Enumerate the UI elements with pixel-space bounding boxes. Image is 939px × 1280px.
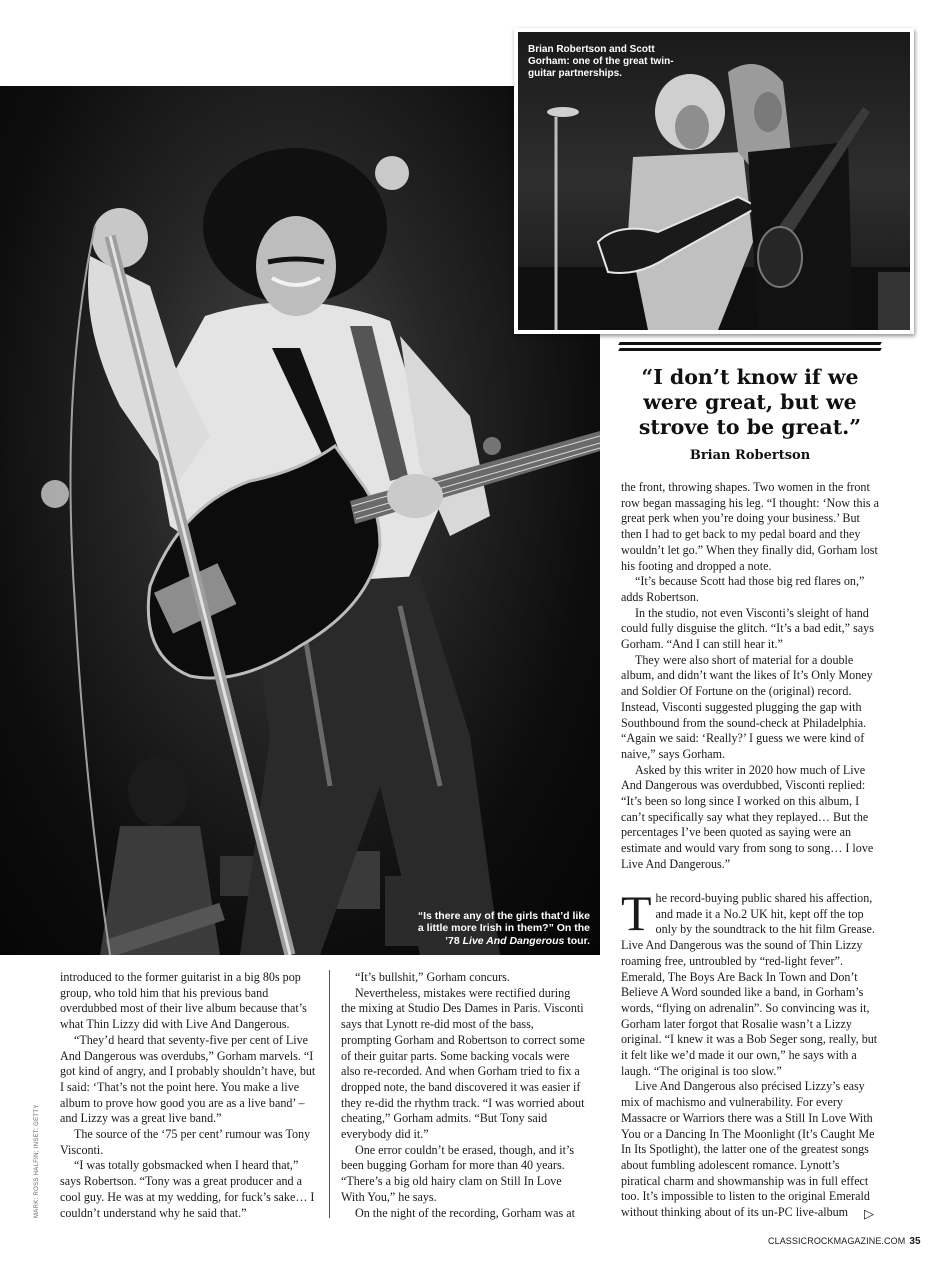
paragraph: introduced to the former guitarist in a big 80s pop group, who told him that his previous band overdubbed most of their live album because that’s what Thin Lizzy did with Live And Dangerous. — [60, 970, 307, 1032]
inset-photo-caption: Brian Robertson and Scott Gorham: one of the great twin-guitar partnerships. — [528, 44, 674, 79]
footer-site: CLASSICROCKMAGAZINE.COM — [768, 1236, 906, 1246]
paragraph: Live And Dangerous also précised Lizzy’s easy mix of machismo and vulnerability. For every Massacre or Warriors there was a Still In Love With You or a Dancing In The Moonlight (It’s Caught Me In Its Spotlight), the latter one of the greatest songs about fumbling adolescent romance. Lynott’s piratical charm and showmanship was in full effect too. It’s impossible to listen to the original Emerald without thinking about of its un-PC live-album — [621, 1079, 875, 1220]
pull-quote-text: “I don’t know if we were great, but we strove to be great.” — [638, 365, 862, 439]
page-footer — [768, 1236, 921, 1247]
inset-photo — [518, 32, 910, 330]
caption-line-3c: tour. — [564, 934, 590, 947]
paragraph: the front, throwing shapes. Two women in the front row began massaging his leg. “I thought: ‘Now this a great perk when you’re doing your business.’ But then I had to get back to my pedal board and they wouldn’t let go.” When they finally did, Gorham lost his footing and dropped a note. — [621, 480, 879, 573]
paragraph: They were also short of material for a double album, and didn’t want the likes of It’s Only Money and Soldier Of Fortune on the (original) record. Instead, Visconti suggested plugging the gap with Southbound from the sound-check at Philadelphia. “Again we said: ‘Really?’ I guess we were kind of naive,” says Gorham. — [621, 652, 873, 761]
paragraph: On the night of the recording, Gorham was at — [355, 1205, 575, 1220]
article-column-2 — [341, 970, 586, 1221]
inset-photo-frame — [514, 28, 914, 334]
main-photo — [0, 86, 600, 955]
paragraph: The source of the ‘75 per cent’ rumour was Tony Visconti. — [60, 1127, 311, 1157]
column-divider — [329, 970, 330, 1218]
caption-line-2: a little more Irish in them?” On the — [417, 922, 590, 934]
paragraph: One error couldn’t be erased, though, and it’s been bugging Gorham for more than 40 years. “There’s a big old hairy clam on Still In Love With You,” he says. — [341, 1142, 575, 1204]
paragraph: “It’s bullshit,” Gorham concurs. — [355, 970, 510, 984]
page-number: 35 — [909, 1236, 921, 1247]
paragraph: “I was totally gobsmacked when I heard that,” says Robertson. “Tony was a great producer and a cool guy. He was at my wedding, for fuck’s sake… I couldn’t understand why he said that.” — [60, 1158, 315, 1220]
caption-line-1: “Is there any of the girls that’d like — [417, 909, 590, 922]
paragraph: Asked by this writer in 2020 how much of Live And Dangerous was overdubbed, Visconti replied: “It’s been so long since I worked on this album, I can’t specifically say what they replayed… But the percentages I’ve been quoted as saying were an estimate and would vary from song to song… I love Live And Dangerous.” — [621, 762, 874, 871]
paragraph: “It’s because Scott had those big red flares on,” adds Robertson. — [621, 574, 865, 604]
main-photo-illustration — [0, 86, 600, 955]
pull-quote-attribution: Brian Robertson — [689, 448, 811, 463]
article-column-1 — [60, 970, 318, 1221]
paragraph: “They’d heard that seventy-five per cent of Live And Dangerous was overdubs,” Gorham marvels. “I got kind of angry, and I probably shouldn’t have, but I said: ‘That’s not the point here. You make a live album to prove how good you are as a live band’ – and Lizzy was a great live band.” — [60, 1032, 316, 1126]
pull-quote-rule — [619, 342, 881, 351]
arrow-right-outline-icon: ▷ — [864, 1206, 874, 1221]
pull-quote — [614, 342, 886, 463]
article-column-3 — [621, 480, 879, 873]
paragraph: Nevertheless, mistakes were rectified during the mixing at Studio Des Dames in Paris. Visconti says that Lynott re-did most of the bass, prompting Gorham and Robertson to correct some of their guitar parts. Some backing vocals were also re-recorded. And when Gorham tried to fix a dropped note, the band discovered it was easier if they re-did the rhythm track. “I was worried about cheating,” Gorham admits. “But Tony said everybody did it.” — [341, 985, 585, 1142]
paragraph: In the studio, not even Visconti’s sleight of hand could fully disguise the glitch. “It’s a bad edit,” says Gorham. “And I can still hear it.” — [621, 605, 874, 652]
paragraph-text: he record-buying public shared his affection, and made it a No.2 UK hit, kept off the top only by the soundtrack to the hit film Grease. Live And Dangerous was the sound of Thin Lizzy roaming free, untroubled by “red-light fever”. Emerald, The Boys Are Back In Town and Don’t Believe A Word sounded like a band, in Gorham’s words, “flying on adrenalin”. So convincing was it, Gorham later forgot that Rosalie wasn’t a Lizzy original. “I knew it was a Bob Seger song, really, but it felt like we’d made it our own,” he says with a laugh. “The original is too slow.” — [621, 891, 878, 1078]
article-column-4 — [621, 885, 879, 1221]
paragraph-dropcap — [621, 885, 879, 1079]
caption-album-title: Live And Dangerous — [462, 934, 565, 947]
photo-credit: MARK: ROSS HALFIN; INSET: GETTY — [34, 1104, 40, 1218]
main-photo-caption — [390, 910, 590, 948]
caption-line-3a: ’78 — [445, 934, 463, 947]
drop-cap: T — [621, 885, 652, 941]
